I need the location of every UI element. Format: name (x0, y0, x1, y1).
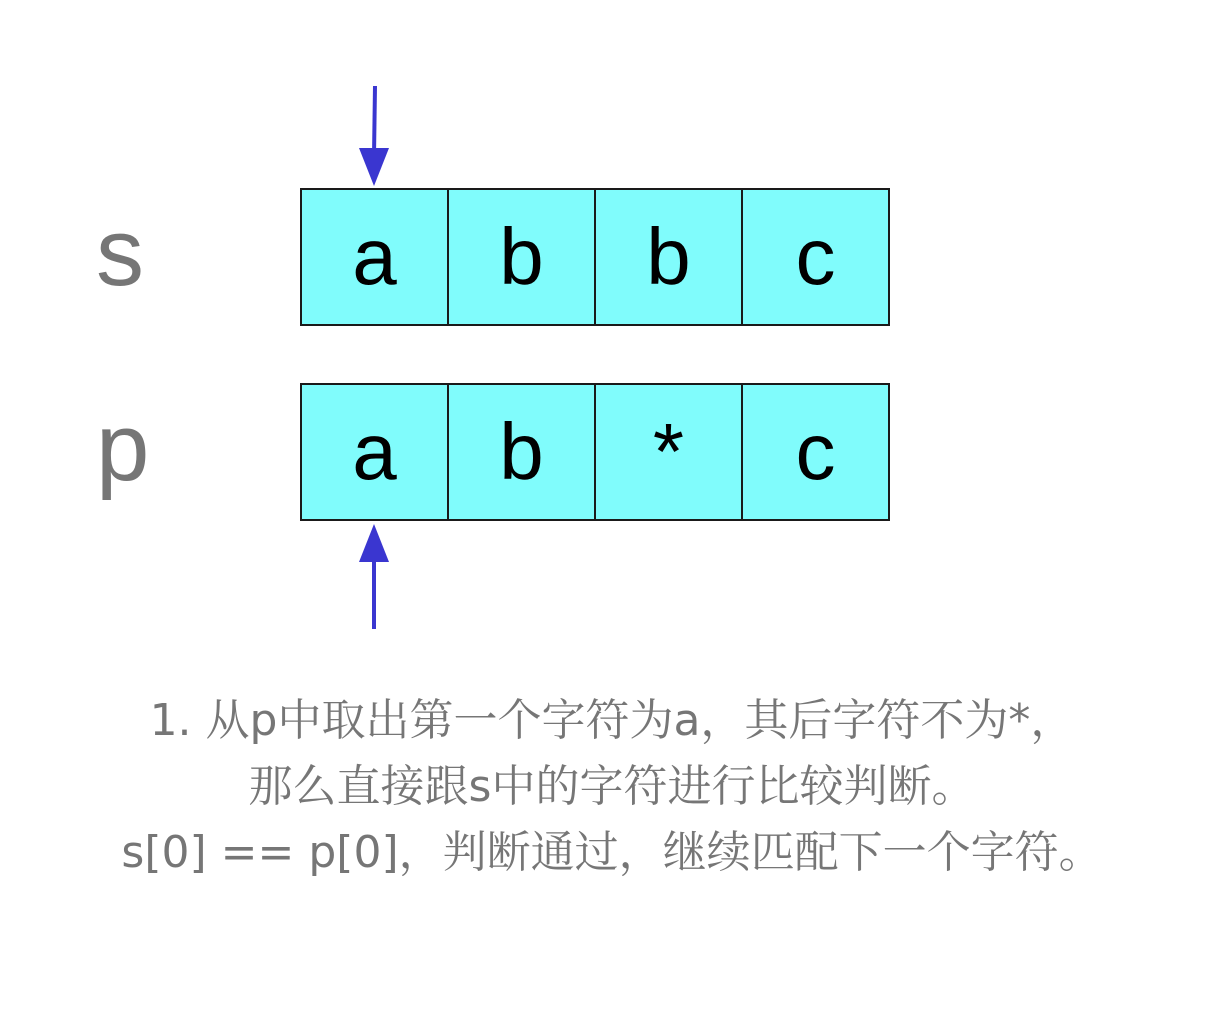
caption-line-3: s[0] == p[0]，判断通过，继续匹配下一个字符。 (121, 827, 1103, 878)
string-s-label: s (96, 199, 144, 306)
p-cell-1: b (449, 385, 596, 519)
p-pointer-arrow-icon (354, 522, 394, 632)
s-cell-0: a (302, 190, 449, 324)
caption-line-2: 那么直接跟s中的字符进行比较判断。 (248, 761, 976, 812)
s-pointer-head (359, 148, 389, 186)
pattern-p-label: p (96, 394, 150, 501)
caption-line-1: 1. 从p中取出第一个字符为a，其后字符不为*， (149, 695, 1075, 746)
s-cell-1: b (449, 190, 596, 324)
string-s-cells (300, 188, 890, 326)
s-cell-2: b (596, 190, 743, 324)
step-caption (0, 688, 1224, 886)
p-cell-0: a (302, 385, 449, 519)
p-cell-3: c (795, 407, 836, 496)
s-cell-3: c (795, 212, 836, 301)
s-pointer-shaft (374, 86, 375, 156)
p-cell-2: * (596, 385, 743, 519)
pattern-p-cells (300, 383, 890, 521)
s-pointer-arrow-icon (354, 84, 394, 190)
